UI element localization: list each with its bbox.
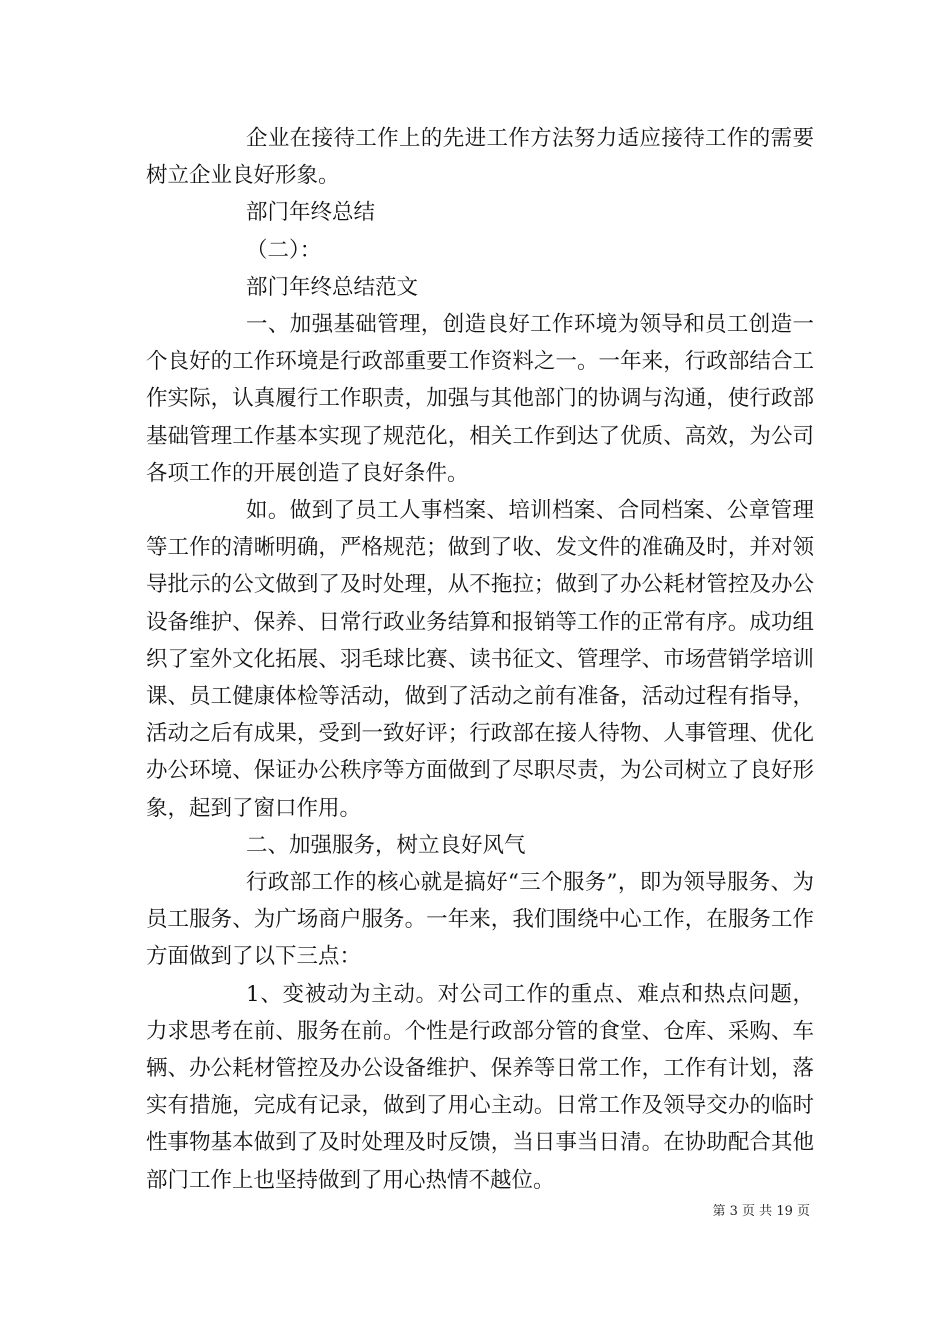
document-body xyxy=(146,120,814,1199)
heading-year-end-summary: 部门年终总结 xyxy=(246,200,376,226)
paragraph-basic-management: 一、加强基础管理，创造良好工作环境为领导和员工创造一个良好的工作环境是行政部重要工作资料之一。一年来，行政部结合工作实际，认真履行工作职责，加强与其他部门的协调与沟通，使行政部基础管理工作基本实现了规范化，相关工作到达了优质、高效，为公司各项工作的开展创造了良好条件。 xyxy=(146,312,814,486)
paragraph-examples: 如。做到了员工人事档案、培训档案、合同档案、公章管理等工作的清晰明确，严格规范；做到了收、发文件的准确及时，并对领导批示的公文做到了及时处理，从不拖拉；做到了办公耗材管控及办公设备维护、保养、日常行政业务结算和报销等工作的正常有序。成功组织了室外文化拓展、羽毛球比赛、读书征文、管理学、市场营销学培训课、员工健康体检等活动，做到了活动之前有准备，活动过程有指导，活动之后有成果，受到一致好评；行政部在接人待物、人事管理、优化办公环境、保证办公秩序等方面做到了尽职尽责，为公司树立了良好形象，起到了窗口作用。 xyxy=(146,498,814,821)
page-number-footer: 第 3 页 共 19 页 xyxy=(712,1204,810,1219)
paragraph-three-services: 行政部工作的核心就是搞好“三个服务”，即为领导服务、为员工服务、为广场商户服务。一年来，我们围绕中心工作，在服务工作方面做到了以下三点： xyxy=(146,870,814,970)
heading-strengthen-service: 二、加强服务，树立良好风气 xyxy=(246,832,526,858)
heading-section-two: （二）： xyxy=(246,237,322,263)
paragraph-intro-continuation: 企业在接待工作上的先进工作方法努力适应接待工作的需要树立企业良好形象。 xyxy=(146,126,814,189)
paragraph-point-one: 1、变被动为主动。对公司工作的重点、难点和热点问题，力求思考在前、服务在前。个性是行政部分管的食堂、仓库、采购、车辆、办公耗材管控及办公设备维护、保养等日常工作，工作有计划，落实有措施，完成有记录，做到了用心主动。日常工作及领导交办的临时性事物基本做到了及时处理及时反馈，当日事当日清。在协助配合其他部门工作上也坚持做到了用心热情不越位。 xyxy=(146,981,814,1193)
heading-summary-sample: 部门年终总结范文 xyxy=(246,274,419,300)
